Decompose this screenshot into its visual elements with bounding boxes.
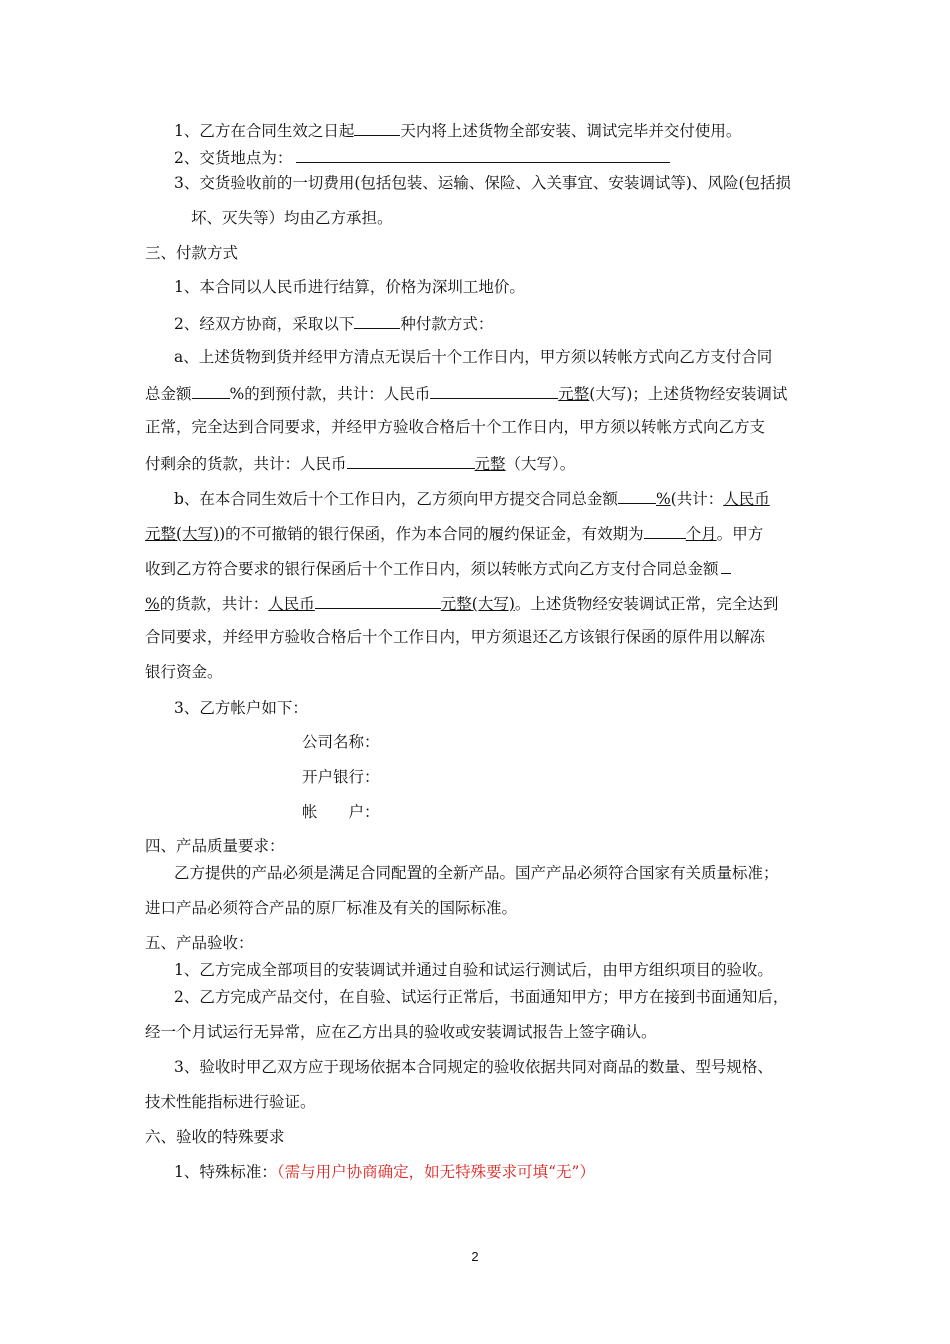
- delivery-item-3-line-1: 3、交货验收前的一切费用(包括包装、运输、保险、入关事宜、安装调试等)、风险(包括损: [174, 174, 792, 192]
- blank-percent: [192, 382, 230, 399]
- acceptance-item-2-line-1: 2、乙方完成产品交付，在自验、试运行正常后，书面通知甲方；甲方在接到书面通知后，: [174, 988, 789, 1006]
- special-heading: 六、验收的特殊要求: [145, 1128, 285, 1146]
- payment-item-1: 1、本合同以人民币进行结算，价格为深圳工地价。: [174, 278, 525, 296]
- payment-b-line-2: 元整(大写))的不可撤销的银行保函，作为本合同的履约保证金，有效期为 个月。甲方: [145, 522, 763, 544]
- payment-b-line-5: 合同要求，并经甲方验收合格后十个工作日内，甲方须退还乙方该银行保函的原件用以解冻: [145, 628, 766, 646]
- blank-location: [296, 146, 670, 163]
- special-note: （需与用户协商确定，如无特殊要求可填“无”）: [276, 1163, 595, 1181]
- blank-guarantee-percent: [618, 487, 656, 504]
- payment-b-line-1: b、在本合同生效后十个工作日内，乙方须向甲方提交合同总金额 %(共计：人民币: [174, 487, 770, 509]
- acceptance-item-3-line-2: 技术性能指标进行验证。: [145, 1093, 316, 1111]
- delivery-item-3-line-2: 坏、灭失等）均由乙方承担。: [191, 209, 393, 227]
- delivery-item-2: 2、交货地点为：: [174, 146, 670, 168]
- page-number: 2: [471, 1249, 479, 1264]
- blank-remaining-amount: [347, 452, 475, 469]
- account-number-label: 帐 户：: [302, 803, 380, 821]
- blank-total-percent: [721, 557, 731, 574]
- acceptance-heading: 五、产品验收：: [145, 934, 254, 952]
- account-company-label: 公司名称：: [302, 733, 380, 751]
- payment-heading: 三、付款方式: [145, 244, 239, 262]
- payment-item-3: 3、乙方帐户如下：: [174, 699, 308, 717]
- quality-heading: 四、产品质量要求：: [145, 837, 285, 855]
- payment-a-line-4: 付剩余的货款，共计：人民币 元整（大写）。: [145, 452, 575, 474]
- payment-b-line-4: %的货款，共计：人民币 元整(大写)。上述货物经安装调试正常，完全达到: [145, 592, 778, 614]
- blank-amount: [430, 382, 558, 399]
- payment-a-line-1: a、上述货物到货并经甲方清点无误后十个工作日内，甲方须以转帐方式向乙方支付合同: [174, 348, 773, 366]
- blank-months: [644, 522, 686, 539]
- blank-days: [354, 119, 400, 136]
- blank-method: [354, 312, 400, 329]
- acceptance-item-1: 1、乙方完成全部项目的安装调试并通过自验和试运行测试后，由甲方组织项目的验收。: [174, 961, 773, 979]
- payment-b-line-6: 银行资金。: [145, 663, 223, 681]
- payment-b-line-3: 收到乙方符合要求的银行保函后十个工作日内，须以转帐方式向乙方支付合同总金额: [145, 557, 731, 579]
- payment-item-2: 2、经双方协商，采取以下 种付款方式：: [174, 312, 493, 334]
- delivery-item-1: 1、乙方在合同生效之日起 天内将上述货物全部安装、调试完毕并交付使用。: [174, 119, 741, 141]
- quality-line-2: 进口产品必须符合产品的原厂标准及有关的国际标准。: [145, 899, 518, 917]
- special-item-1: 1、特殊标准：（需与用户协商确定，如无特殊要求可填“无”）: [174, 1163, 595, 1181]
- quality-line-1: 乙方提供的产品必须是满足合同配置的全新产品。国产产品必须符合国家有关质量标准；: [174, 864, 779, 882]
- account-bank-label: 开户银行：: [302, 768, 380, 786]
- payment-a-line-2: 总金额 %的到预付款，共计：人民币 元整(大写)；上述货物经安装调试: [145, 382, 787, 404]
- payment-a-line-3: 正常，完全达到合同要求，并经甲方验收合格后十个工作日内，甲方须以转帐方式向乙方支: [145, 418, 766, 436]
- acceptance-item-2-line-2: 经一个月试运行无异常，应在乙方出具的验收或安装调试报告上签字确认。: [145, 1023, 657, 1041]
- acceptance-item-3-line-1: 3、验收时甲乙双方应于现场依据本合同规定的验收依据共同对商品的数量、型号规格、: [174, 1058, 773, 1076]
- blank-guarantee-amount: [315, 592, 441, 609]
